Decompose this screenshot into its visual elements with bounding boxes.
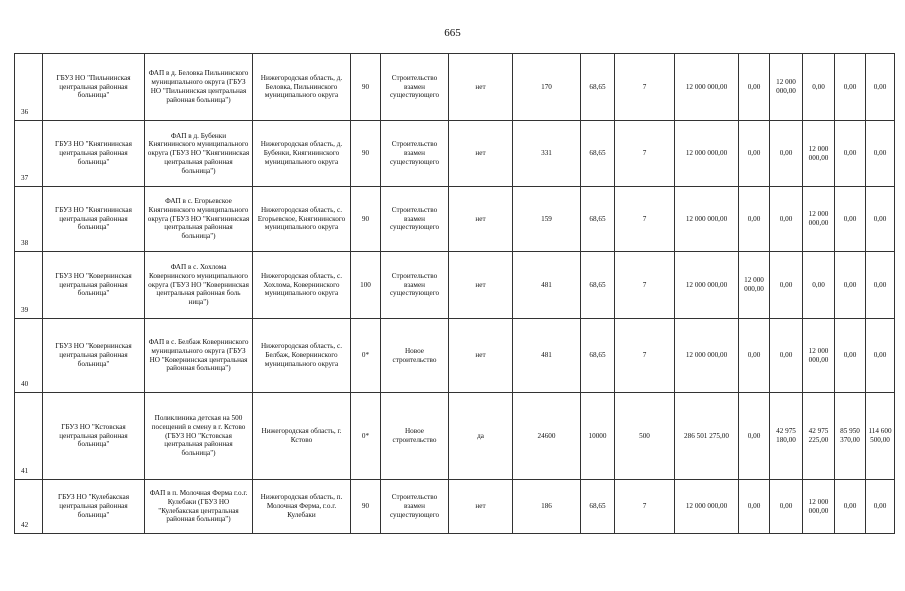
flag-cell: нет	[449, 480, 513, 534]
area-cell: 481	[513, 319, 581, 393]
construction-type-cell: Строительство взамен существующего	[381, 54, 449, 121]
year-amount-cell: 0,00	[866, 252, 895, 319]
year-amount-cell: 0,00	[739, 393, 770, 480]
total-cost-cell: 286 501 275,00	[675, 393, 739, 480]
total-cost-cell: 12 000 000,00	[675, 54, 739, 121]
year-amount-cell: 0,00	[835, 252, 866, 319]
total-cost-cell: 12 000 000,00	[675, 121, 739, 187]
value-cell: 7	[615, 480, 675, 534]
table-row	[15, 187, 895, 252]
total-cost-cell: 12 000 000,00	[675, 319, 739, 393]
row-number: 42	[15, 480, 43, 534]
total-cost-cell: 12 000 000,00	[675, 187, 739, 252]
year-amount-cell: 0,00	[739, 187, 770, 252]
year-amount-cell: 12 000 000,00	[739, 252, 770, 319]
year-amount-cell: 42 975 225,00	[803, 393, 835, 480]
object-cell: ФАП в с. Белбаж Ковернинского муниципального округа (ГБУЗ НО "Ковернинская центральная районная больница")	[145, 319, 253, 393]
value-cell: 68,65	[581, 187, 615, 252]
year-amount-cell: 0,00	[835, 121, 866, 187]
institution-cell: ГБУЗ НО "Ковернинская центральная районная больница"	[43, 252, 145, 319]
object-cell: ФАП в с. Хохлома Ковернинского муниципального округа (ГБУЗ НО "Ковернинская центральная районная боль ница")	[145, 252, 253, 319]
area-cell: 331	[513, 121, 581, 187]
capacity-cell: 0*	[351, 393, 381, 480]
row-number: 39	[15, 252, 43, 319]
year-amount-cell: 0,00	[835, 187, 866, 252]
value-cell: 7	[615, 121, 675, 187]
object-cell: ФАП в д. Беловка Пильнинского муниципального округа (ГБУЗ НО "Пильнинская центральная районная больница")	[145, 54, 253, 121]
value-cell: 68,65	[581, 54, 615, 121]
row-number: 40	[15, 319, 43, 393]
area-cell: 24600	[513, 393, 581, 480]
institution-cell: ГБУЗ НО "Княгининская центральная районная больница"	[43, 187, 145, 252]
objects-table	[14, 53, 895, 534]
institution-cell: ГБУЗ НО "Княгининская центральная районная больница"	[43, 121, 145, 187]
capacity-cell: 90	[351, 54, 381, 121]
year-amount-cell: 85 950 370,00	[835, 393, 866, 480]
year-amount-cell: 0,00	[835, 480, 866, 534]
year-amount-cell: 12 000 000,00	[803, 121, 835, 187]
value-cell: 7	[615, 54, 675, 121]
flag-cell: нет	[449, 187, 513, 252]
value-cell: 7	[615, 187, 675, 252]
institution-cell: ГБУЗ НО "Кстовская центральная районная больница"	[43, 393, 145, 480]
year-amount-cell: 0,00	[770, 480, 803, 534]
institution-cell: ГБУЗ НО "Ковернинская центральная районная больница"	[43, 319, 145, 393]
total-cost-cell: 12 000 000,00	[675, 480, 739, 534]
year-amount-cell: 0,00	[866, 480, 895, 534]
address-cell: Нижегородская область, п. Молочная Ферма, г.о.г. Кулебаки	[253, 480, 351, 534]
row-number: 37	[15, 121, 43, 187]
total-cost-cell: 12 000 000,00	[675, 252, 739, 319]
year-amount-cell: 0,00	[770, 187, 803, 252]
capacity-cell: 90	[351, 187, 381, 252]
address-cell: Нижегородская область, д. Бубенки, Княгининского муниципального округа	[253, 121, 351, 187]
year-amount-cell: 0,00	[866, 54, 895, 121]
value-cell: 7	[615, 252, 675, 319]
row-number: 41	[15, 393, 43, 480]
value-cell: 68,65	[581, 121, 615, 187]
object-cell: Поликлиника детская на 500 посещений в смену в г. Кстово (ГБУЗ НО "Кстовская центральная районная больница")	[145, 393, 253, 480]
object-cell: ФАП в с. Егорьевское Княгининского муниципального округа (ГБУЗ НО "Княгининская центральная районная больница")	[145, 187, 253, 252]
table-row	[15, 252, 895, 319]
area-cell: 481	[513, 252, 581, 319]
institution-cell: ГБУЗ НО "Кулебакская центральная районная больница"	[43, 480, 145, 534]
year-amount-cell: 12 000 000,00	[803, 480, 835, 534]
object-cell: ФАП в д. Бубенки Княгининского муниципального округа (ГБУЗ НО "Княгининская центральная районная больница")	[145, 121, 253, 187]
page-number: 665	[444, 27, 461, 39]
area-cell: 186	[513, 480, 581, 534]
row-number: 38	[15, 187, 43, 252]
year-amount-cell: 0,00	[739, 54, 770, 121]
year-amount-cell: 0,00	[770, 121, 803, 187]
year-amount-cell: 0,00	[866, 121, 895, 187]
year-amount-cell: 0,00	[866, 187, 895, 252]
year-amount-cell: 12 000 000,00	[803, 187, 835, 252]
flag-cell: нет	[449, 252, 513, 319]
year-amount-cell: 0,00	[739, 480, 770, 534]
construction-type-cell: Строительство взамен существующего	[381, 121, 449, 187]
table-row	[15, 480, 895, 534]
address-cell: Нижегородская область, г. Кстово	[253, 393, 351, 480]
address-cell: Нижегородская область, с. Егорьевское, Княгининского муниципального округа	[253, 187, 351, 252]
year-amount-cell: 12 000 000,00	[770, 54, 803, 121]
year-amount-cell: 0,00	[835, 319, 866, 393]
table-body	[15, 54, 895, 534]
capacity-cell: 90	[351, 480, 381, 534]
table-row	[15, 393, 895, 480]
flag-cell: нет	[449, 121, 513, 187]
institution-cell: ГБУЗ НО "Пильнинская центральная районная больница"	[43, 54, 145, 121]
flag-cell: нет	[449, 319, 513, 393]
construction-type-cell: Строительство взамен существующего	[381, 480, 449, 534]
capacity-cell: 90	[351, 121, 381, 187]
area-cell: 170	[513, 54, 581, 121]
row-number: 36	[15, 54, 43, 121]
year-amount-cell: 42 975 180,00	[770, 393, 803, 480]
address-cell: Нижегородская область, с. Хохлома, Ковернинского муниципального округа	[253, 252, 351, 319]
year-amount-cell: 0,00	[739, 319, 770, 393]
address-cell: Нижегородская область, с. Белбаж, Ковернинского муниципального округа	[253, 319, 351, 393]
year-amount-cell: 0,00	[835, 54, 866, 121]
construction-type-cell: Строительство взамен существующего	[381, 187, 449, 252]
flag-cell: да	[449, 393, 513, 480]
year-amount-cell: 12 000 000,00	[803, 319, 835, 393]
construction-type-cell: Новое строительство	[381, 393, 449, 480]
table-row	[15, 54, 895, 121]
table-row	[15, 319, 895, 393]
capacity-cell: 0*	[351, 319, 381, 393]
year-amount-cell: 114 600 500,00	[866, 393, 895, 480]
year-amount-cell: 0,00	[866, 319, 895, 393]
year-amount-cell: 0,00	[739, 121, 770, 187]
table-row	[15, 121, 895, 187]
value-cell: 68,65	[581, 480, 615, 534]
area-cell: 159	[513, 187, 581, 252]
value-cell: 10000	[581, 393, 615, 480]
value-cell: 68,65	[581, 252, 615, 319]
construction-type-cell: Новое строительство	[381, 319, 449, 393]
object-cell: ФАП в п. Молочная Ферма г.о.г. Кулебаки (ГБУЗ НО "Кулебакская центральная районная больница")	[145, 480, 253, 534]
capacity-cell: 100	[351, 252, 381, 319]
value-cell: 500	[615, 393, 675, 480]
year-amount-cell: 0,00	[770, 319, 803, 393]
value-cell: 68,65	[581, 319, 615, 393]
year-amount-cell: 0,00	[803, 54, 835, 121]
flag-cell: нет	[449, 54, 513, 121]
year-amount-cell: 0,00	[803, 252, 835, 319]
address-cell: Нижегородская область, д. Беловка, Пильнинского муниципального округа	[253, 54, 351, 121]
year-amount-cell: 0,00	[770, 252, 803, 319]
construction-type-cell: Строительство взамен существующего	[381, 252, 449, 319]
value-cell: 7	[615, 319, 675, 393]
